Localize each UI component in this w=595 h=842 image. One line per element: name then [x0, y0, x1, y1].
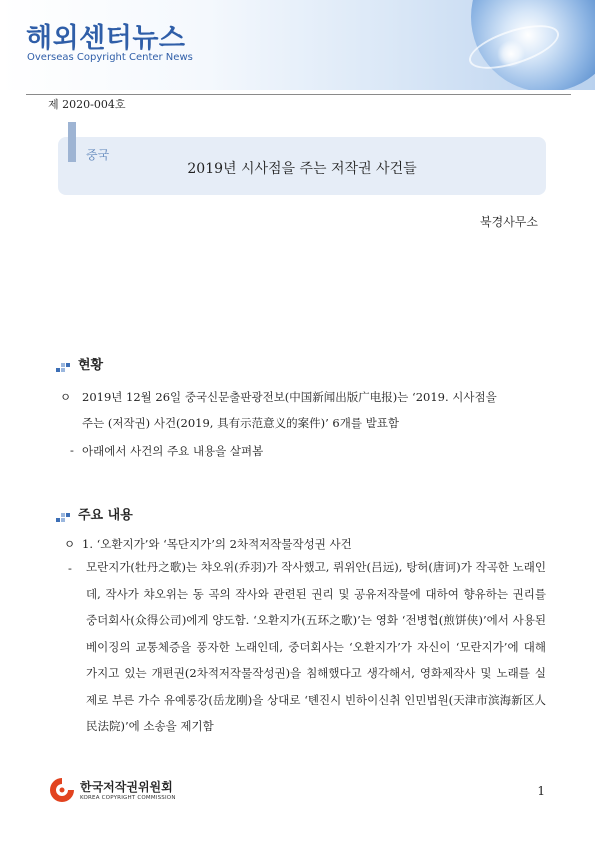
paragraph-line: 주는 (저작권) 사건(2019, 具有示范意义的案件)’ 6개를 발표함 — [82, 416, 399, 430]
section-heading-main-content: 주요 내용 — [56, 504, 133, 523]
bullet-squares-icon — [56, 360, 70, 372]
office-name: 북경사무소 — [480, 215, 538, 229]
newsletter-title: 해외센터뉴스 — [26, 23, 186, 54]
article-title: 2019년 시사점을 주는 저작권 사건들 — [187, 161, 417, 177]
issue-number: 제 2020-004호 — [48, 98, 126, 111]
page-number: 1 — [537, 784, 545, 798]
newsletter-header — [0, 0, 595, 90]
paragraph-line: 2019년 12월 26일 중국신문출판광전보(中国新闻出版广电报)는 ‘2019. 시사점을 — [82, 390, 497, 404]
dash-marker: - — [68, 561, 72, 575]
newsletter-subtitle: Overseas Copyright Center News — [27, 52, 193, 63]
case-title: 1. ‘오환지가’와 ‘목단지가’의 2차적저작물작성권 사건 — [82, 537, 352, 551]
section-heading-status: 현황 — [56, 354, 103, 373]
title-accent-bar — [68, 122, 76, 162]
header-divider — [26, 94, 571, 95]
bullet-marker: ㅇ — [64, 537, 76, 551]
country-label: 중국 — [86, 148, 110, 162]
commission-name-english: KOREA COPYRIGHT COMMISSION — [80, 795, 176, 801]
paragraph-line: 아래에서 사건의 주요 내용을 살펴봄 — [82, 444, 264, 458]
bullet-marker: ㅇ — [60, 390, 72, 404]
case-description: 모란지가(牡丹之歌)는 챠오위(乔羽)가 작사했고, 뤼위안(吕远), 탕허(唐诃)가 작곡한 노래인데, 작사가 챠오위는 동 곡의 작사와 관련된 권리 및 공유저작물에 대하여 향유하는 권리를 중더회사(众得公司)에게 양도함. ‘오환지가(五环之歌)’는 영화 ‘전병협(煎饼侠)’에서 사용된 베이징의 교통체증을 풍자한 노래인데, 중더회사는 ‘오환지가’가 자신이 ‘모란지가’에 대해 가지고 있는 개편권(2차적저작물작성권)을 침해했다고 생각해서, 영화제작사 및 노래를 실제로 부른 가수 유예롱강(岳龙刚)을 상대로 ‘톈진시 빈하이신취 인민법원(天津市滨海新区人民法院)’에 소송을 제기함 — [86, 560, 546, 733]
light-flare — [497, 40, 525, 68]
commission-logo-icon — [48, 776, 76, 804]
dash-marker: - — [70, 443, 74, 457]
bullet-squares-icon — [56, 510, 70, 522]
commission-name: 한국저작권위원회 — [80, 780, 173, 794]
